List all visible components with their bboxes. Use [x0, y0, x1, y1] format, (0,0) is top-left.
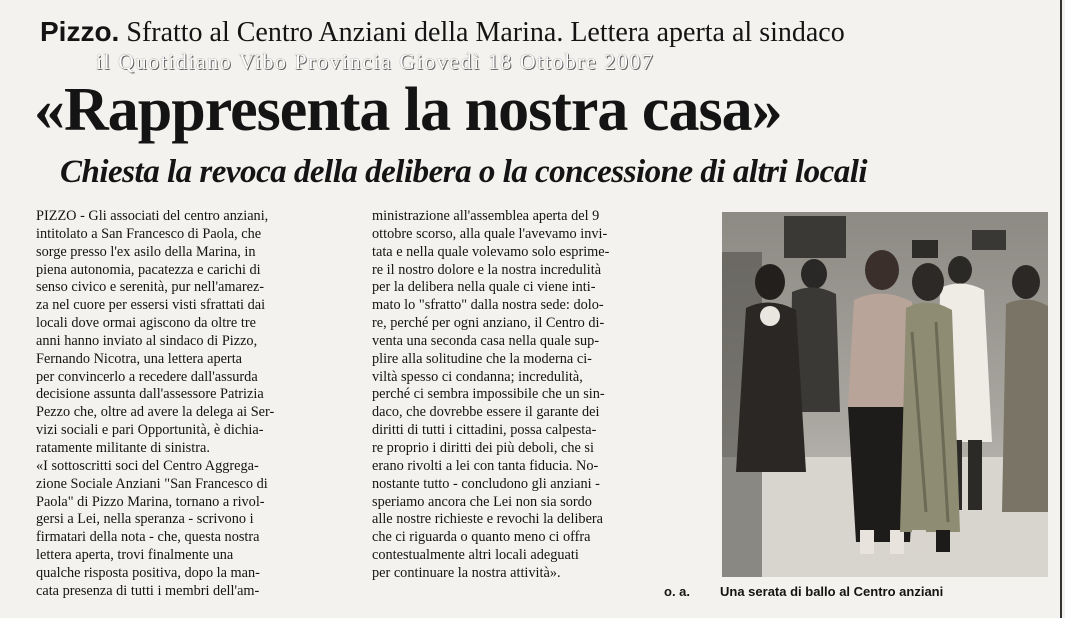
subheadline: Chiesta la revoca della delibera o la concessione di altri locali — [60, 154, 868, 190]
article-line: za nel cuore per essersi visti sfrattati dai — [36, 297, 266, 314]
article-line: piena autonomia, pacatezza e carichi di — [36, 261, 261, 278]
article-line: firmatari della nota - che, questa nostra — [36, 529, 260, 546]
article-line: locali dove ormai agiscono da oltre tre — [36, 315, 256, 332]
kicker-text: Sfratto al Centro Anziani della Marina. Lettera aperta al sindaco — [126, 17, 845, 48]
article-line: mato lo "sfratto" dalla nostra sede: dolo- — [372, 297, 604, 314]
kicker-place: Pizzo. — [40, 16, 120, 47]
article-line: lettera aperta, trovi finalmente una — [36, 547, 234, 564]
article-line: per la delibera nella quale ci viene inti- — [372, 279, 596, 296]
photo-caption: Una serata di ballo al Centro anziani — [720, 584, 944, 599]
article-line: gersi a Lei, nella speranza - scrivono i — [36, 511, 254, 528]
page-edge-line — [1060, 0, 1062, 618]
article-line: decisione assunta dall'assessore Patrizia — [36, 386, 264, 403]
author-signature: o. a. — [664, 584, 691, 599]
article-line: venta una seconda casa nella quale sup- — [372, 332, 600, 349]
photo-illustration — [722, 212, 1048, 577]
article-line: Pezzo che, oltre ad avere la delega ai Ser- — [36, 404, 275, 421]
article-kicker — [40, 14, 1050, 51]
article-line: plire alla solitudine che la moderna ci- — [372, 350, 592, 367]
article-line: zione Sociale Anziani "San Francesco di — [36, 475, 268, 492]
article-line: ottobre scorso, alla quale l'avevamo invi- — [372, 225, 608, 242]
article-line: re, perché per ogni anziano, il Centro di- — [372, 315, 605, 332]
article-line: per continuare la nostra attività». — [372, 564, 561, 581]
article-column-1 — [36, 208, 356, 601]
article-column-2 — [372, 208, 702, 583]
article-line: anni hanno inviato al sindaco di Pizzo, — [36, 332, 258, 349]
article-line: speriamo ancora che Lei non sia sordo — [372, 493, 592, 510]
article-line: alle nostre richieste e revochi la delibera — [372, 511, 604, 528]
article-line: PIZZO - Gli associati del centro anziani, — [36, 208, 269, 224]
article-line: senso civico e serenità, pur nell'amarez- — [36, 279, 265, 296]
headline: «Rappresenta la nostra casa» — [34, 76, 782, 144]
article-line: vizi sociali e pari Opportunità, è dichia- — [36, 422, 264, 439]
article-line: ministrazione all'assemblea aperta del 9 — [372, 208, 600, 224]
article-line: Paola" di Pizzo Marina, tornano a rivol- — [36, 493, 265, 510]
article-line: sorge presso l'ex asilo della Marina, in — [36, 243, 256, 260]
article-line: re il nostro dolore e la nostra incredulità — [372, 261, 602, 278]
article-line: viltà spesso ci condanna; incredulità, — [372, 368, 583, 385]
article-line: diritti di tutti i cittadini, possa calpesta- — [372, 422, 597, 439]
article-line: intitolato a San Francesco di Paola, che — [36, 225, 262, 242]
article-line: contestualmente altri locali adeguati — [372, 547, 579, 564]
newspaper-date-stamp: il Quotidiano Vibo Provincia Giovedì 18 Ottobre 2007 — [96, 49, 655, 74]
article-line: re proprio i diritti dei più deboli, che si — [372, 439, 594, 456]
article-line: perché ci sembra impossibile che un sin- — [372, 386, 605, 403]
article-line: che ci riguarda o quanto meno ci offra — [372, 529, 591, 546]
article-line: erano rivolti a lei con tanta fiducia. No- — [372, 457, 599, 474]
article-line: tata e nella quale volevamo solo esprime- — [372, 243, 610, 260]
article-line: nostante tutto - concludono gli anziani - — [372, 475, 600, 492]
article-line: Fernando Nicotra, una lettera aperta — [36, 350, 243, 367]
dance-photo — [722, 212, 1048, 577]
article-line: daco, che dovrebbe essere il garante dei — [372, 404, 600, 421]
article-line: per convincerlo a recedere dall'assurda — [36, 368, 258, 385]
article-line: «I sottoscritti soci del Centro Aggrega- — [36, 457, 259, 474]
article-line: cata presenza di tutti i membri dell'am- — [36, 582, 260, 599]
article-line: qualche risposta positiva, dopo la man- — [36, 564, 260, 581]
article-line: ratamente militante di sinistra. — [36, 439, 210, 456]
